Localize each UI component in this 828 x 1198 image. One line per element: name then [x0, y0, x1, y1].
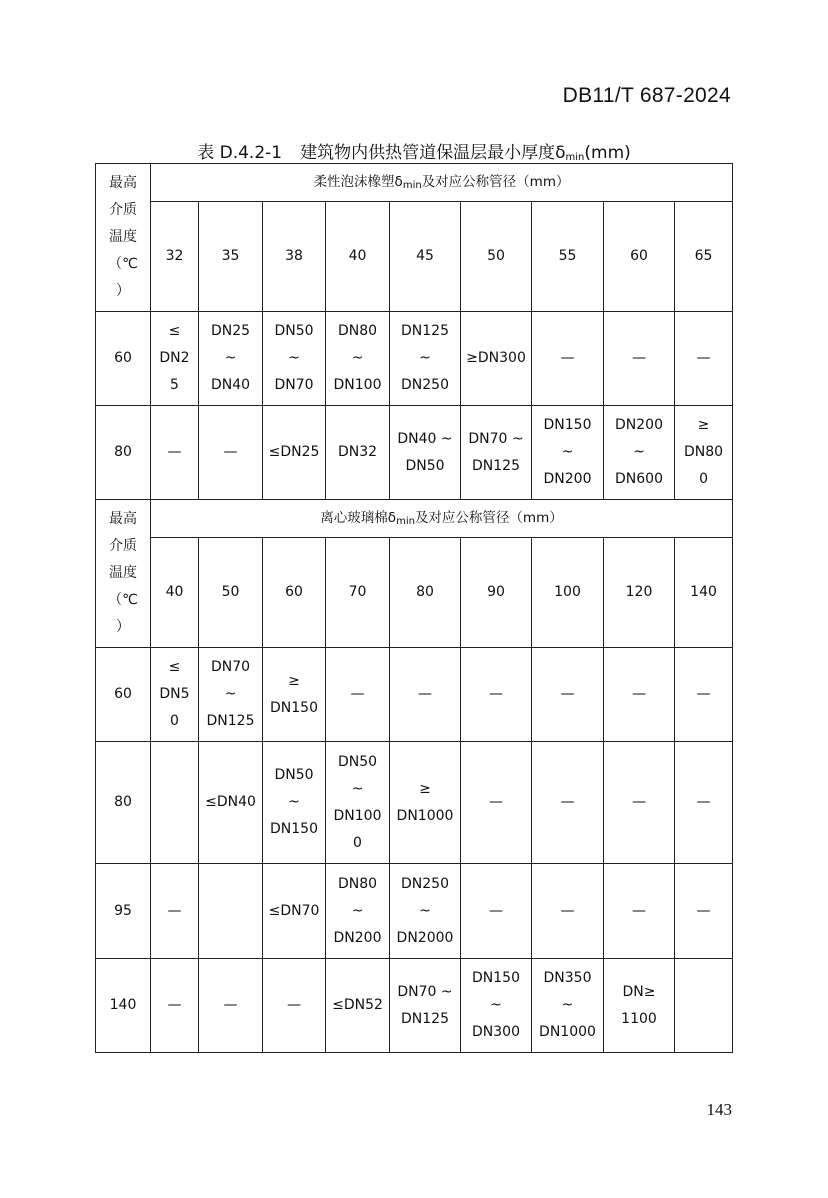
- thickness-cell: 60: [604, 202, 675, 312]
- pipe-diameter-line: —: [560, 794, 575, 810]
- pipe-diameter-line: DN50: [274, 323, 314, 339]
- thickness-cell: 80: [390, 538, 461, 648]
- pipe-diameter-line: ~: [490, 997, 502, 1013]
- pipe-diameter-line: —: [223, 444, 238, 460]
- pipe-diameter-line: ~: [351, 780, 364, 797]
- pipe-diameter-line: —: [560, 350, 575, 366]
- pipe-diameter-cell: [604, 406, 675, 500]
- pipe-diameter-cell: [604, 742, 675, 864]
- pipe-diameter-cell: [326, 312, 390, 406]
- pipe-diameter-cell: [461, 959, 532, 1053]
- section-title: [151, 500, 733, 538]
- section-title-suffix: 及对应公称管径（mm）: [421, 173, 570, 190]
- pipe-diameter-line: DN125: [401, 1010, 449, 1027]
- temperature-cell: 140: [96, 959, 151, 1053]
- thickness-cell: 45: [390, 202, 461, 312]
- temperature-header-line: 温度: [109, 565, 137, 581]
- pipe-diameter-line: —: [418, 686, 432, 702]
- pipe-diameter-line: —: [696, 350, 711, 366]
- pipe-diameter-line: ~: [288, 794, 300, 810]
- pipe-diameter-line: 0: [353, 834, 362, 851]
- max-medium-temperature-header: [96, 164, 151, 312]
- pipe-diameter-line: DN100: [333, 807, 382, 824]
- pipe-diameter-line: —: [632, 686, 646, 702]
- pipe-diameter-cell: [532, 864, 604, 959]
- pipe-diameter-line: ~: [288, 350, 300, 366]
- temperature-header-line: 介质: [109, 202, 137, 218]
- pipe-diameter-cell: [326, 864, 390, 959]
- section-title-text: 离心玻璃棉δ: [320, 509, 397, 526]
- pipe-diameter-line: DN125: [401, 323, 449, 339]
- pipe-diameter-cell: [532, 312, 604, 406]
- pipe-diameter-line: DN50: [405, 457, 445, 474]
- thickness-cell: 70: [326, 538, 390, 648]
- pipe-diameter-line: DN1000: [539, 1024, 596, 1040]
- pipe-diameter-line: ≤DN25: [268, 444, 320, 460]
- pipe-diameter-cell: [532, 648, 604, 742]
- pipe-diameter-line: ≤DN70: [268, 902, 320, 919]
- pipe-diameter-line: ≤: [168, 659, 181, 675]
- pipe-diameter-cell: [532, 742, 604, 864]
- pipe-diameter-cell: [390, 864, 461, 959]
- pipe-diameter-line: DN150: [543, 417, 592, 433]
- temperature-header-line: ）: [116, 283, 130, 299]
- pipe-diameter-cell: [532, 406, 604, 500]
- temperature-cell: 80: [96, 406, 151, 500]
- pipe-diameter-line: DN150: [270, 821, 318, 837]
- pipe-diameter-line: DN5: [159, 686, 190, 702]
- table-code: 表 D.4.2-1: [197, 143, 283, 163]
- thickness-row: [96, 202, 733, 312]
- insulation-thickness-table: [95, 163, 733, 1053]
- thickness-cell: 60: [263, 538, 326, 648]
- section-header-row: [96, 500, 733, 538]
- pipe-diameter-cell: [604, 312, 675, 406]
- temperature-header-line: 温度: [109, 229, 137, 245]
- pipe-diameter-line: —: [632, 350, 646, 366]
- pipe-diameter-line: ~: [224, 686, 237, 702]
- pipe-diameter-cell: [263, 959, 326, 1053]
- pipe-diameter-cell: [675, 406, 733, 500]
- thickness-cell: 50: [461, 202, 532, 312]
- pipe-diameter-line: ≤DN52: [332, 997, 383, 1013]
- pipe-diameter-cell: [532, 959, 604, 1053]
- pipe-diameter-cell: [326, 959, 390, 1053]
- pipe-diameter-cell: [604, 864, 675, 959]
- pipe-diameter-line: 0: [699, 471, 708, 487]
- pipe-diameter-line: —: [696, 794, 711, 810]
- pipe-diameter-line: ~: [351, 902, 364, 919]
- table-row: [96, 742, 733, 864]
- pipe-diameter-line: ≥: [697, 417, 710, 433]
- temperature-cell: 60: [96, 312, 151, 406]
- pipe-diameter-line: ~: [561, 444, 574, 460]
- pipe-diameter-line: DN300: [472, 1024, 520, 1040]
- thickness-cell: 32: [151, 202, 199, 312]
- pipe-diameter-cell: [675, 648, 733, 742]
- pipe-diameter-cell: [263, 312, 326, 406]
- pipe-diameter-cell: [263, 406, 326, 500]
- pipe-diameter-cell: [390, 312, 461, 406]
- pipe-diameter-cell: [263, 864, 326, 959]
- pipe-diameter-cell: [263, 648, 326, 742]
- temperature-cell: 95: [96, 864, 151, 959]
- pipe-diameter-cell: [199, 406, 263, 500]
- pipe-diameter-cell: [151, 406, 199, 500]
- pipe-diameter-line: DN80: [684, 444, 724, 460]
- pipe-diameter-cell: [199, 648, 263, 742]
- table-row: [96, 959, 733, 1053]
- thickness-cell: 120: [604, 538, 675, 648]
- table-row: [96, 648, 733, 742]
- pipe-diameter-line: —: [350, 686, 365, 702]
- section-title-subscript: min: [396, 515, 415, 527]
- section-title-text: 柔性泡沫橡塑δ: [313, 173, 403, 190]
- pipe-diameter-cell: [461, 648, 532, 742]
- pipe-diameter-line: DN1000: [396, 807, 454, 824]
- table-title: 建筑物内供热管道保温层最小厚度δ: [300, 143, 566, 163]
- pipe-diameter-line: —: [167, 997, 182, 1013]
- pipe-diameter-line: —: [489, 686, 503, 702]
- pipe-diameter-line: ≤: [168, 323, 181, 339]
- table-row: [96, 406, 733, 500]
- thickness-row: [96, 538, 733, 648]
- temperature-header-line: （℃: [108, 256, 138, 272]
- thickness-cell: 40: [326, 202, 390, 312]
- pipe-diameter-cell: [461, 312, 532, 406]
- pipe-diameter-cell: [675, 312, 733, 406]
- pipe-diameter-line: DN2: [159, 350, 190, 366]
- pipe-diameter-line: DN200: [333, 929, 382, 946]
- pipe-diameter-cell: [390, 959, 461, 1053]
- thickness-cell: 140: [675, 538, 733, 648]
- temperature-cell: 80: [96, 742, 151, 864]
- pipe-diameter-line: DN70 ~: [468, 430, 524, 447]
- pipe-diameter-cell: [199, 742, 263, 864]
- temperature-cell: 60: [96, 648, 151, 742]
- thickness-cell: 50: [199, 538, 263, 648]
- pipe-diameter-line: DN250: [401, 875, 449, 892]
- pipe-diameter-line: DN40: [210, 377, 251, 393]
- pipe-diameter-line: DN40 ~: [397, 430, 453, 447]
- section-title-suffix: 及对应公称管径（mm）: [414, 509, 563, 526]
- pipe-diameter-line: DN150: [270, 699, 318, 716]
- pipe-diameter-line: DN250: [401, 377, 449, 393]
- table-row: [96, 864, 733, 959]
- max-medium-temperature-header: [96, 500, 151, 648]
- pipe-diameter-line: —: [632, 794, 646, 810]
- section-header-row: [96, 164, 733, 202]
- pipe-diameter-line: DN50: [337, 753, 378, 770]
- thickness-cell: 38: [263, 202, 326, 312]
- pipe-diameter-line: DN200: [615, 417, 663, 433]
- pipe-diameter-cell: [199, 312, 263, 406]
- pipe-diameter-line: ~: [224, 350, 237, 366]
- pipe-diameter-cell: [151, 312, 199, 406]
- pipe-diameter-line: DN200: [543, 471, 592, 487]
- thickness-cell: 100: [532, 538, 604, 648]
- section-title-subscript: min: [402, 179, 422, 191]
- pipe-diameter-cell: [675, 864, 733, 959]
- pipe-diameter-line: ≥: [419, 780, 431, 797]
- pipe-diameter-cell: [604, 648, 675, 742]
- pipe-diameter-line: —: [287, 997, 301, 1013]
- pipe-diameter-cell: [151, 959, 199, 1053]
- pipe-diameter-line: ~: [633, 444, 645, 460]
- pipe-diameter-cell: [326, 406, 390, 500]
- table-title-unit: (mm): [584, 143, 631, 163]
- pipe-diameter-line: ~: [561, 997, 574, 1013]
- pipe-diameter-line: 1100: [621, 1010, 657, 1027]
- pipe-diameter-cell: [461, 406, 532, 500]
- temperature-header-line: （℃: [108, 592, 138, 608]
- pipe-diameter-cell: [151, 864, 199, 959]
- pipe-diameter-line: DN600: [615, 471, 663, 487]
- pipe-diameter-line: —: [632, 902, 646, 919]
- pipe-diameter-line: —: [167, 444, 182, 460]
- table-title-subscript: min: [565, 152, 585, 163]
- pipe-diameter-line: DN25: [210, 323, 251, 339]
- pipe-diameter-line: ≤DN40: [205, 794, 256, 810]
- table-row: [96, 312, 733, 406]
- pipe-diameter-cell: [326, 742, 390, 864]
- temperature-header-line: 最高: [109, 175, 137, 191]
- pipe-diameter-cell: [199, 959, 263, 1053]
- pipe-diameter-line: DN32: [337, 444, 378, 460]
- page-number: 143: [706, 1100, 732, 1119]
- thickness-cell: 40: [151, 538, 199, 648]
- pipe-diameter-line: ≥DN300: [466, 350, 526, 366]
- document-id: DB11/T 687-2024: [562, 84, 731, 107]
- pipe-diameter-line: —: [696, 686, 711, 702]
- pipe-diameter-cell: [326, 648, 390, 742]
- thickness-cell: 90: [461, 538, 532, 648]
- pipe-diameter-line: ~: [351, 350, 364, 366]
- pipe-diameter-cell: [390, 648, 461, 742]
- pipe-diameter-line: DN125: [472, 457, 520, 474]
- pipe-diameter-cell: [604, 959, 675, 1053]
- pipe-diameter-line: ≥: [288, 672, 300, 689]
- pipe-diameter-line: —: [696, 902, 711, 919]
- pipe-diameter-cell: [675, 959, 733, 1053]
- pipe-diameter-line: ~: [419, 350, 431, 366]
- pipe-diameter-line: DN50: [274, 767, 314, 783]
- thickness-cell: 55: [532, 202, 604, 312]
- pipe-diameter-line: ~: [419, 902, 431, 919]
- thickness-cell: 65: [675, 202, 733, 312]
- pipe-diameter-cell: [151, 742, 199, 864]
- pipe-diameter-cell: [675, 742, 733, 864]
- pipe-diameter-line: —: [560, 686, 575, 702]
- pipe-diameter-cell: [151, 648, 199, 742]
- pipe-diameter-cell: [461, 864, 532, 959]
- pipe-diameter-line: DN80: [337, 323, 378, 339]
- pipe-diameter-line: DN150: [472, 970, 520, 986]
- section-title: [151, 164, 733, 202]
- pipe-diameter-line: —: [489, 902, 503, 919]
- table-caption: [0, 138, 828, 163]
- pipe-diameter-cell: [263, 742, 326, 864]
- pipe-diameter-line: DN2000: [396, 929, 454, 946]
- temperature-header-line: ）: [116, 619, 130, 635]
- pipe-diameter-line: 0: [170, 713, 179, 729]
- pipe-diameter-line: 5: [170, 377, 179, 393]
- pipe-diameter-line: DN350: [543, 970, 592, 986]
- pipe-diameter-line: —: [560, 902, 575, 919]
- temperature-header-line: 最高: [109, 511, 137, 527]
- thickness-cell: 35: [199, 202, 263, 312]
- pipe-diameter-line: —: [223, 997, 238, 1013]
- pipe-diameter-cell: [390, 406, 461, 500]
- pipe-diameter-line: DN70: [210, 659, 251, 675]
- temperature-header-line: 介质: [109, 538, 137, 554]
- pipe-diameter-line: DN80: [337, 875, 378, 892]
- pipe-diameter-line: DN125: [206, 713, 255, 729]
- pipe-diameter-line: DN70 ~: [397, 983, 453, 1000]
- pipe-diameter-line: —: [489, 794, 503, 810]
- pipe-diameter-line: —: [167, 902, 182, 919]
- pipe-diameter-cell: [461, 742, 532, 864]
- pipe-diameter-line: DN100: [333, 377, 382, 393]
- pipe-diameter-cell: [390, 742, 461, 864]
- pipe-diameter-line: DN70: [274, 377, 314, 393]
- pipe-diameter-cell: [199, 864, 263, 959]
- pipe-diameter-line: DN≥: [622, 983, 656, 1000]
